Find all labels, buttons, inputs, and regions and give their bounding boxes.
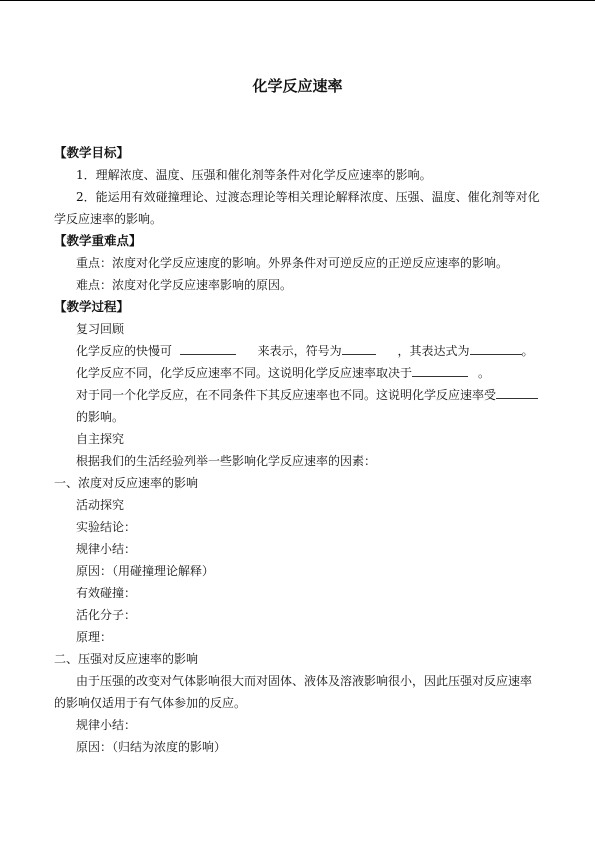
reason-label: 原因：（用碰撞理论解释） [76,564,215,578]
concentration-heading: 一、浓度对反应速率的影响 [54,476,199,490]
question-1-part-a: 化学反应的快慢可 [76,344,173,358]
question-1-part-b: 来表示，符号为 [257,344,342,358]
question-2 [76,365,490,381]
process-heading: 【教学过程】 [54,299,130,314]
summary-label: 规律小结： [76,542,137,556]
blank-field[interactable] [470,343,522,355]
key-point: 重点：浓度对化学反应速度的影响。外界条件对可逆反应的正逆反应速率的影响。 [76,256,509,270]
blank-field[interactable] [180,343,236,355]
question-2-part-b: 。 [478,366,491,380]
question-2-part-a: 化学反应不同，化学反应速率不同。这说明化学反应速率取决于 [76,366,413,380]
blank-field[interactable] [412,365,468,377]
question-3-part-a: 对于同一个化学反应，在不同条件下其反应速率也不同。这说明化学反应速率受 [76,388,497,402]
top-rule [0,0,595,1]
objectives-heading: 【教学目标】 [54,145,130,160]
page-title: 化学反应速率 [252,77,343,95]
objective-item-2-cont: 学反应速率的影响。 [54,212,163,226]
difficulty-point: 难点：浓度对化学反应速率影响的原因。 [76,278,293,292]
explore-label: 自主探究 [76,432,125,446]
question-3-cont: 的影响。 [76,410,125,424]
objective-item-2: 2．能运用有效碰撞理论、过渡态理论等相关理论解释浓度、压强、温度、催化剂等对化 [76,190,540,204]
question-1-part-d: 。 [521,344,534,358]
objective-item-1: 1．理解浓度、温度、压强和催化剂等条件对化学反应速率的影响。 [76,168,432,182]
activity-label: 活动探究 [76,498,125,512]
question-1-part-c: ，其表达式为 [397,344,470,358]
pressure-heading: 二、压强对反应速率的影响 [54,652,199,666]
pressure-text-cont: 的影响仅适用于有气体参加的反应。 [54,696,247,710]
review-label: 复习回顾 [76,322,125,336]
conclusion-label: 实验结论： [76,520,137,534]
question-1 [76,343,534,359]
explore-prompt: 根据我们的生活经验列举一些影响化学反应速率的因素： [76,454,377,468]
blank-field[interactable] [342,343,376,355]
question-3 [76,387,538,403]
effective-collision-label: 有效碰撞： [76,586,137,600]
pressure-summary-label: 规律小结： [76,718,137,732]
activated-molecule-label: 活化分子： [76,608,137,622]
principle-label: 原理： [76,630,113,644]
pressure-text: 由于压强的改变对气体影响很大而对固体、液体及溶液影响很小，因此压强对反应速率 [76,674,533,688]
pressure-reason-label: 原因：（归结为浓度的影响） [76,740,227,754]
keypoints-heading: 【教学重难点】 [54,233,142,248]
blank-field[interactable] [496,387,538,399]
